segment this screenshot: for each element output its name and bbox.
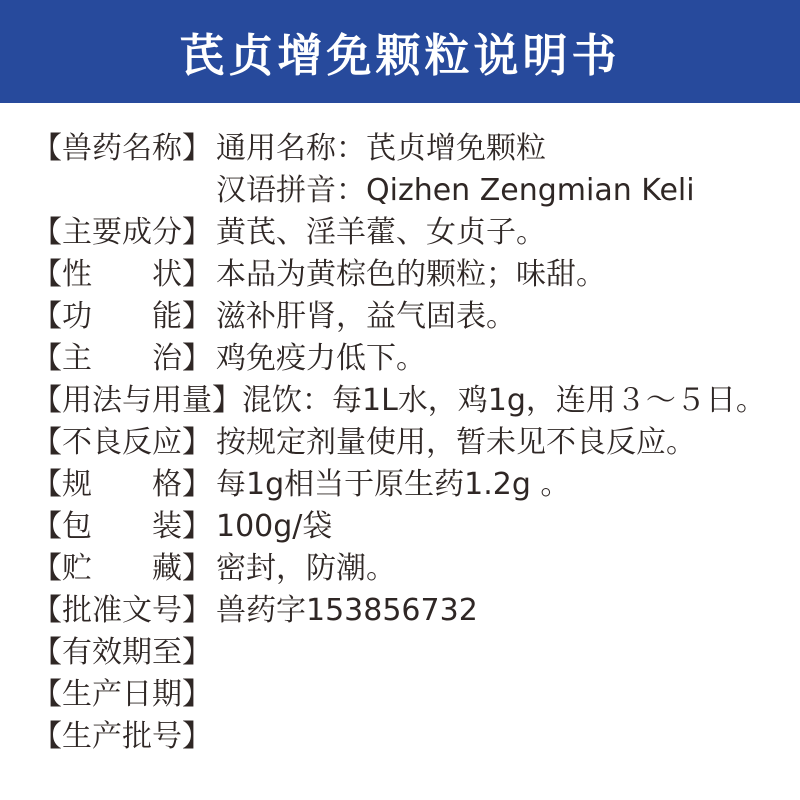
fields-list <box>0 103 800 758</box>
field-value: 每1g相当于原生药1.2g 。 <box>216 467 571 502</box>
field-row-batch-number <box>32 716 784 758</box>
field-value: 汉语拼音：Qizhen Zengmian Keli <box>216 173 695 208</box>
field-row-main-ingredients <box>32 212 784 254</box>
title-banner <box>0 0 800 103</box>
field-label: 【规 格】 <box>32 467 212 502</box>
field-label: 【贮 藏】 <box>32 551 212 586</box>
field-label: 【不良反应】 <box>32 425 212 460</box>
field-row-adverse-reactions <box>32 422 784 464</box>
field-value: 兽药字153856732 <box>216 593 478 628</box>
field-row-pinyin <box>32 170 784 212</box>
field-label: 【有效期至】 <box>32 635 212 670</box>
field-value: 黄芪、淫羊藿、女贞子。 <box>216 215 546 250</box>
field-row-storage <box>32 548 784 590</box>
field-label: 【主 治】 <box>32 341 212 376</box>
field-row-usage-dosage <box>32 380 784 422</box>
field-row-drug-name <box>32 128 784 170</box>
field-value: 100g/袋 <box>216 509 333 544</box>
field-row-function <box>32 296 784 338</box>
field-row-packaging <box>32 506 784 548</box>
field-label: 【生产批号】 <box>32 719 212 754</box>
field-label <box>32 170 216 212</box>
field-value: 混饮：每1L水，鸡1g，连用３～５日。 <box>242 383 766 418</box>
field-value: 本品为黄棕色的颗粒；味甜。 <box>216 257 606 292</box>
field-value <box>216 716 784 758</box>
field-value: 通用名称：芪贞增免颗粒 <box>216 131 546 166</box>
field-row-production-date <box>32 674 784 716</box>
field-row-specification <box>32 464 784 506</box>
field-value <box>216 674 784 716</box>
field-value: 按规定剂量使用，暂未见不良反应。 <box>216 425 696 460</box>
page-title: 芪贞增免颗粒说明书 <box>179 29 621 82</box>
field-row-expiry-date <box>32 632 784 674</box>
field-label: 【主要成分】 <box>32 215 212 250</box>
field-label: 【批准文号】 <box>32 593 212 628</box>
field-label: 【用法与用量】 <box>32 383 242 418</box>
field-label: 【功 能】 <box>32 299 212 334</box>
field-label: 【包 装】 <box>32 509 212 544</box>
field-value: 密封，防潮。 <box>216 551 396 586</box>
field-label: 【兽药名称】 <box>32 131 212 166</box>
field-value: 鸡免疫力低下。 <box>216 341 426 376</box>
field-label: 【生产日期】 <box>32 677 212 712</box>
field-label: 【性 状】 <box>32 257 212 292</box>
field-row-indications <box>32 338 784 380</box>
field-value <box>216 632 784 674</box>
field-value: 滋补肝肾，益气固表。 <box>216 299 516 334</box>
field-row-properties <box>32 254 784 296</box>
field-row-approval-number <box>32 590 784 632</box>
